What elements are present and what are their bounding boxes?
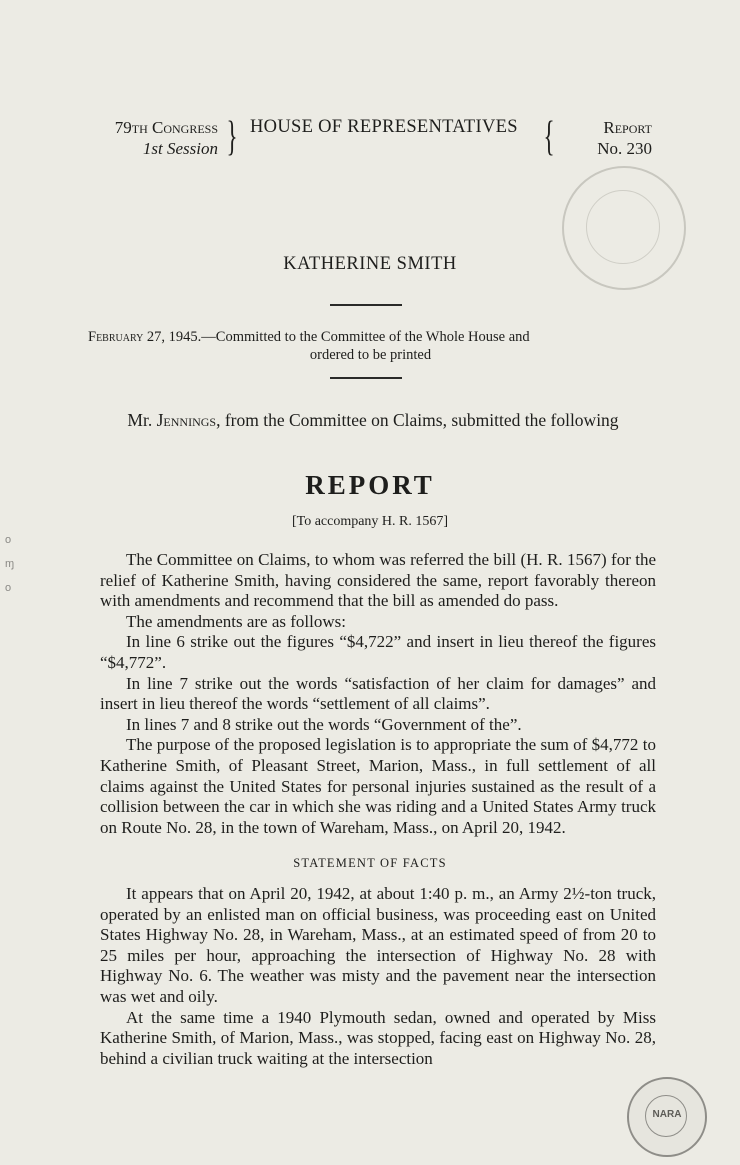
report-heading: REPORT — [305, 470, 435, 500]
statement-of-facts-heading: STATEMENT OF FACTS — [293, 856, 447, 870]
submitted-rest: , from the Committee on Claims, submitted the following — [216, 410, 619, 430]
paragraph: It appears that on April 20, 1942, at about 1:40 p. m., an Army 2½-ton truck, operated by an enlisted man on official business, was proceeding east on United States Highway No. 28, in Wareham, Mass., at an estimated speed of from 20 to 25 miles per hour, approaching the intersection of Highway No. 28 with Highway No. 6. The weather was misty and the pavement near the intersection was wet and oily. — [100, 884, 656, 1006]
report-label: Report — [603, 118, 652, 137]
house-label: HOUSE OF REPRESENTATIVES — [250, 117, 518, 137]
paragraph: The amendments are as follows: — [126, 611, 346, 631]
document-title: KATHERINE SMITH — [283, 254, 457, 274]
congress-label: 79th Congress — [114, 118, 218, 137]
committed-text-line2: ordered to be printed — [309, 347, 432, 363]
paragraph: In lines 7 and 8 strike out the words “Government of the”. — [126, 714, 522, 734]
left-brace: } — [226, 114, 238, 160]
paragraph: The Committee on Claims, to whom was referred the bill (H. R. 1567) for the relief of Katherine Smith, having considered the same, report favorably thereon with amendments and recommend that the bill as amended do pass. — [100, 550, 656, 611]
report-number: No. 230 — [597, 139, 652, 158]
submitted-prefix: Mr. — [127, 410, 157, 430]
submitted-statement — [112, 410, 634, 431]
member-name: Jennings — [156, 410, 217, 430]
committed-text: —Committed to the Committee of the Whole House and — [201, 329, 530, 345]
report-body — [100, 550, 656, 838]
paragraph: In line 7 strike out the words “satisfaction of her claim for damages” and insert in lieu thereof the words “settlement of all claims”. — [100, 673, 656, 714]
nara-library-stamp — [627, 1077, 707, 1157]
margin-marks: o ɱ o — [5, 534, 15, 594]
paragraph: At the same time a 1940 Plymouth sedan, owned and operated by Miss Katherine Smith, of Marion, Mass., was stopped, facing east on Highway No. 28, behind a civilian truck waiting at the intersection — [100, 1007, 656, 1068]
divider-rule — [330, 304, 402, 306]
accompany-bill-note: [To accompany H. R. 1567] — [291, 514, 449, 529]
stamp-text: NARA — [652, 1109, 682, 1120]
committed-date: February 27, 1945. — [88, 329, 202, 345]
report-header — [0, 114, 740, 161]
facts-body — [100, 884, 656, 1069]
paragraph: In line 6 strike out the figures “$4,722” and insert in lieu thereof the figures “$4,772”. — [100, 632, 656, 672]
paragraph: The purpose of the proposed legislation is to appropriate the sum of $4,772 to Katherine Smith, of Pleasant Street, Marion, Mass., in full settlement of all claims against the United States for personal injuries sustained as the result of a collision between the car in which she was riding and a United States Army truck on Route No. 28, in the town of Wareham, Mass., on April 20, 1942. — [100, 735, 656, 837]
right-brace: { — [543, 114, 555, 160]
divider-rule — [330, 377, 402, 379]
report-number-block — [566, 117, 652, 159]
congress-session-block — [90, 117, 218, 159]
session-label: 1st Session — [142, 139, 218, 158]
committed-notice — [88, 328, 653, 364]
